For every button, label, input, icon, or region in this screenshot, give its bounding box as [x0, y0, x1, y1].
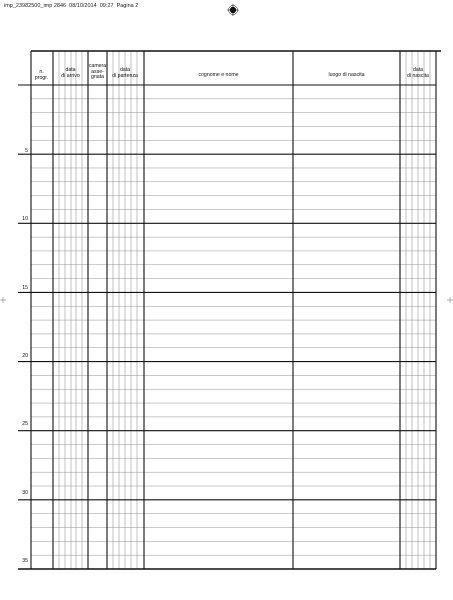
header-room-line1: camera: [88, 63, 107, 69]
header-departure: [107, 68, 143, 79]
header-departure-line2: di partenza: [112, 72, 138, 79]
header-prog-line2: progr.: [34, 74, 49, 81]
header-birthdate: [400, 68, 436, 79]
header-name-line1: cognome e nome: [198, 72, 239, 78]
row-number-10: 10: [22, 216, 28, 222]
header-prog-line1: n.: [39, 69, 44, 75]
row-number-25: 25: [22, 421, 28, 427]
header-arrival-line2: di arrivo: [61, 72, 80, 79]
row-number-35: 35: [22, 558, 28, 564]
header-room: [88, 64, 107, 81]
row-number-30: 30: [22, 490, 28, 496]
header-prog: [31, 70, 52, 81]
header-arrival-line1: data: [65, 67, 76, 73]
header-room-line2: asse-: [91, 68, 104, 75]
header-room-line3: gnata: [91, 74, 104, 81]
row-number-20: 20: [22, 353, 28, 359]
print-date: 08/10/2014: [69, 3, 97, 9]
print-page: Pagina 2: [116, 3, 139, 9]
row-number-5: 5: [25, 148, 28, 154]
header-birthplace-line1: luogo di nascita: [328, 72, 365, 78]
header-birthdate-line2: di nascita: [407, 72, 429, 79]
row-number-15: 15: [22, 285, 28, 291]
header-birthdate-line1: data: [412, 67, 424, 73]
header-name: [144, 73, 293, 79]
header-departure-line1: data: [119, 67, 131, 73]
print-filename: imp_23982500_imp 2846: [4, 3, 67, 9]
print-time: 09:27: [99, 3, 114, 9]
header-birthplace: [293, 73, 400, 79]
header-arrival: [53, 68, 88, 79]
